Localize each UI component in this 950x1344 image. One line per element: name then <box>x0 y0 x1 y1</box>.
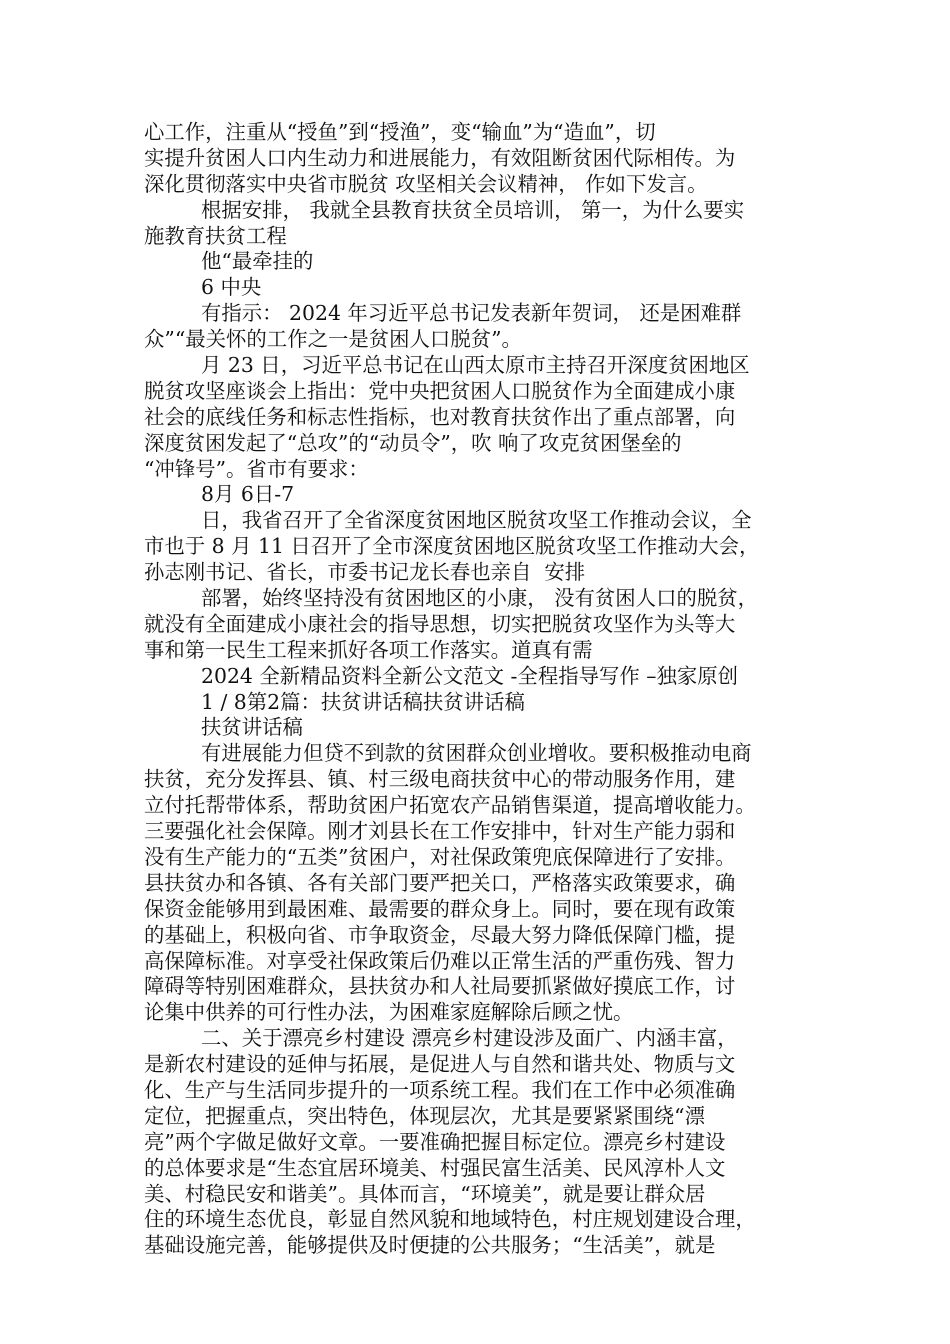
text-line: 日，我省召开了全省深度贫困地区脱贫攻坚工作推动会议，全 <box>201 508 752 533</box>
text-line: 深化贯彻落实中央省市脱贫 攻坚相关会议精神， 作如下发言。 <box>144 171 708 196</box>
text-line: 障碍等特别困难群众，县扶贫办和人社局要抓紧做好摸底工作，讨 <box>144 974 736 999</box>
text-line: 高保障标准。对享受社保政策后仍难以正常生活的严重伤残、智力 <box>144 948 736 973</box>
text-line: 施教育扶贫工程 <box>144 223 287 248</box>
text-line: 社会的底线任务和标志性指标，也对教育扶贫作出了重点部署，向 <box>144 404 736 429</box>
text-line: 二、关于漂亮乡村建设 漂亮乡村建设涉及面广、内涵丰富， <box>201 1026 738 1051</box>
text-line: 亮”两个字做足做好文章。一要准确把握目标定位。漂亮乡村建设 <box>144 1129 726 1154</box>
text-line: 深度贫困发起了“总攻”的“动员令”，吹 响了攻克贫困堡垒的 <box>144 430 682 455</box>
text-line: 实提升贫困人口内生动力和进展能力，有效阻断贫困代际相传。为 <box>144 145 736 170</box>
text-line: 就没有全面建成小康社会的指导思想，切实把脱贫攻坚作为头等大 <box>144 611 736 636</box>
text-line: 住的环境生态优良，彰显自然风貌和地域特色，村庄规划建设合理， <box>144 1207 756 1232</box>
text-line: 1 / 8第2篇：扶贫讲话稿扶贫讲话稿 <box>201 689 525 714</box>
text-line: 的基础上，积极向省、市争取资金，尽最大努力降低保障门槛，提 <box>144 922 736 947</box>
text-line: 他“最牵挂的 <box>201 249 314 274</box>
text-line: 美、村稳民安和谐美”。具体而言，“环境美”，就是要让群众居 <box>144 1181 706 1206</box>
text-line: 化、生产与生活同步提升的一项系统工程。我们在工作中必须准确 <box>144 1077 736 1102</box>
text-line: 扶贫，充分发挥县、镇、村三级电商扶贫中心的带动服务作用，建 <box>144 767 736 792</box>
text-line: 有指示： 2024 年习近平总书记发表新年贺词， 还是困难群 <box>201 301 742 326</box>
text-line: 众”“最关怀的工作之一是贫困人口脱贫”。 <box>144 327 522 352</box>
text-line: 月 23 日，习近平总书记在山西太原市主持召开深度贫困地区 <box>201 353 750 378</box>
text-line: 6 中央 <box>201 275 262 300</box>
text-line: 县扶贫办和各镇、各有关部门要严把关口，严格落实政策要求，确 <box>144 870 736 895</box>
text-line: 孙志刚书记、省长，市委书记龙长春也亲自 安排 <box>144 560 586 585</box>
text-line: “冲锋号”。省市有要求： <box>144 456 369 481</box>
text-line: 事和第一民生工程来抓好各项工作落实。道真有需 <box>144 637 593 662</box>
text-line: 根据安排， 我就全县教育扶贫全员培训， 第一，为什么要实 <box>201 197 745 222</box>
text-line: 市也于 8 月 11 日召开了全市深度贫困地区脱贫攻坚工作推动大会， <box>144 534 760 559</box>
text-line: 保资金能够用到最困难、最需要的群众身上。同时，要在现有政策 <box>144 896 736 921</box>
text-line: 是新农村建设的延伸与拓展，是促进人与自然和谐共处、物质与文 <box>144 1052 736 1077</box>
text-line: 心工作，注重从“授鱼”到“授渔”，变“输血”为“造血”，切 <box>144 120 656 144</box>
text-line: 基础设施完善，能够提供及时便捷的公共服务；“生活美”，就是 <box>144 1233 716 1258</box>
text-line: 扶贫讲话稿 <box>201 715 303 740</box>
text-line: 8月 6日-7 <box>201 482 295 507</box>
text-line: 立付托帮带体系，帮助贫困户拓宽农产品销售渠道，提高增收能力。 <box>144 793 756 818</box>
text-line: 的总体要求是“生态宜居环境美、村强民富生活美、民风淳朴人文 <box>144 1155 726 1180</box>
document-page <box>144 120 810 1259</box>
text-line: 有进展能力但贷不到款的贫困群众创业增收。要积极推动电商 <box>201 741 752 766</box>
text-line: 脱贫攻坚座谈会上指出：党中央把贫困人口脱贫作为全面建成小康 <box>144 378 736 403</box>
text-line: 2024 全新精品资料全新公文范文 -全程指导写作 –独家原创 <box>201 663 739 688</box>
text-line: 部署，始终坚持没有贫困地区的小康， 没有贫困人口的脱贫， <box>201 586 759 611</box>
text-line: 论集中供养的可行性办法，为困难家庭解除后顾之忧。 <box>144 1000 634 1025</box>
text-line: 三要强化社会保障。刚才刘县长在工作安排中，针对生产能力弱和 <box>144 819 736 844</box>
text-line: 没有生产能力的“五类”贫困户，对社保政策兜底保障进行了安排。 <box>144 844 736 869</box>
text-line: 定位，把握重点，突出特色，体现层次，尤其是要紧紧围绕“漂 <box>144 1103 705 1128</box>
